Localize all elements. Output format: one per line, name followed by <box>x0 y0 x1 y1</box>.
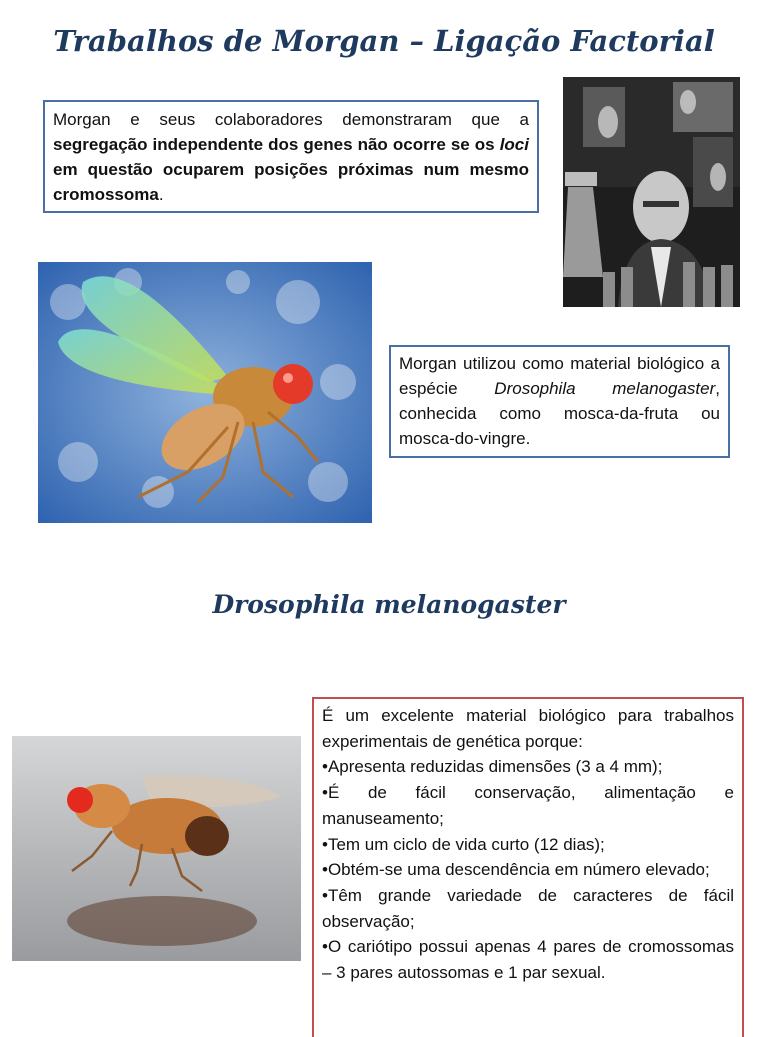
box1-text-1: Morgan e seus colaboradores demonstraram que a <box>53 110 529 129</box>
advantage-item: •Têm grande variedade de caracteres de fácil observação; <box>322 885 734 931</box>
box1-loci: loci <box>499 135 529 154</box>
advantages-intro: É um excelente material biológico para trabalhos experimentais de genética porque: <box>322 706 734 751</box>
box1-bold-2: em questão ocuparem posições próximas num mesmo cromossoma <box>53 160 529 204</box>
drosophila-description-box <box>389 345 730 458</box>
advantage-item: •Tem um ciclo de vida curto (12 dias); <box>322 834 605 854</box>
advantage-item: •Obtém-se uma descendência em número elevado; <box>322 860 710 880</box>
advantage-item: •Apresenta reduzidas dimensões (3 a 4 mm); <box>322 757 663 777</box>
morgan-findings-box <box>43 100 539 213</box>
morgan-portrait-photo <box>563 77 740 307</box>
box1-text-2: . <box>158 185 164 204</box>
box1-bold-1: segregação independente dos genes não ocorre se os <box>53 135 500 154</box>
advantage-item: •É de fácil conservação, alimentação e manuseamento; <box>322 783 734 828</box>
fruit-fly-gray-background-photo <box>12 736 301 961</box>
page-title: Trabalhos de Morgan – Ligação Factorial <box>53 24 715 58</box>
section-subtitle: Drosophila melanogaster <box>212 590 566 619</box>
advantages-box <box>312 697 744 1037</box>
advantage-item: •O cariótipo possui apenas 4 pares de cromossomas – 3 pares autossomas e 1 par sexual. <box>322 937 734 983</box>
box2-species: Drosophila melanogaster <box>494 379 716 398</box>
box2-text-2: , conhecida como mosca-da-fruta ou mosca-do-vingre. <box>399 379 720 448</box>
box2-text-1: Morgan utilizou como material biológico a espécie <box>399 354 720 398</box>
fruit-fly-blue-background-illustration <box>38 262 372 523</box>
